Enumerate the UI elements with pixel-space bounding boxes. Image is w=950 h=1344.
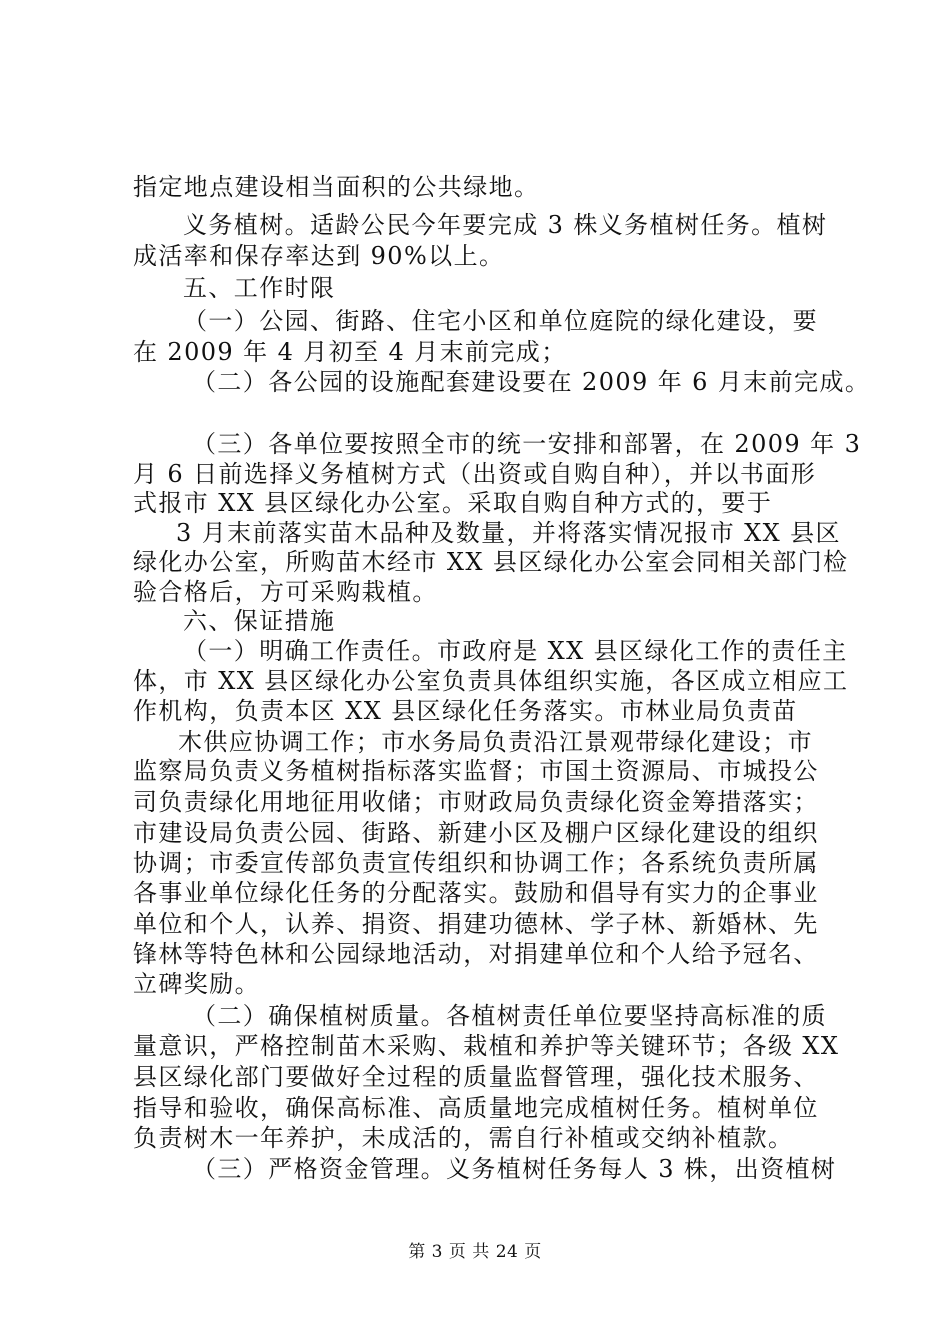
text-line: 作机构，负责本区 XX 县区绿化任务落实。市林业局负责苗 [133, 697, 798, 725]
text-line: 成活率和保存率达到 90%以上。 [133, 242, 505, 270]
text-line: 式报市 XX 县区绿化办公室。采取自购自种方式的，要于 [133, 489, 773, 517]
text-line: 县区绿化部门要做好全过程的质量监督管理，强化技术服务、 [133, 1063, 819, 1091]
text-line: （三）严格资金管理。义务植树任务每人 3 株，出资植树 [192, 1155, 837, 1183]
text-line: （三）各单位要按照全市的统一安排和部署，在 2009 年 3 [192, 430, 862, 458]
text-line: 木供应协调工作；市水务局负责沿江景观带绿化建设；市 [178, 728, 813, 756]
text-line: 月 6 日前选择义务植树方式（出资或自购自种），并以书面形 [133, 460, 817, 488]
text-line: 体，市 XX 县区绿化办公室负责具体组织实施，各区成立相应工 [133, 667, 849, 695]
text-line: 监察局负责义务植树指标落实监督；市国土资源局、市城投公 [133, 757, 819, 785]
text-line: 义务植树。适龄公民今年要完成 3 株义务植树任务。植树 [183, 211, 828, 239]
text-line: 协调；市委宣传部负责宣传组织和协调工作；各系统负责所属 [133, 849, 819, 877]
text-line: 指定地点建设相当面积的公共绿地。 [133, 173, 540, 201]
text-line: 立碑奖励。 [133, 970, 260, 998]
text-line: 量意识，严格控制苗木采购、栽植和养护等关键环节；各级 XX [133, 1032, 840, 1060]
text-line: （一）明确工作责任。市政府是 XX 县区绿化工作的责任主 [183, 637, 848, 665]
section-heading: 六、保证措施 [183, 607, 336, 635]
page-number-footer: 第 3 页 共 24 页 [408, 1242, 542, 1262]
text-line: 验合格后，方可采购栽植。 [133, 578, 438, 606]
text-line: 在 2009 年 4 月初至 4 月末前完成； [133, 338, 567, 366]
text-line: 绿化办公室，所购苗木经市 XX 县区绿化办公室会同相关部门检 [133, 548, 849, 576]
text-line: 负责树木一年养护，未成活的，需自行补植或交纳补植款。 [133, 1124, 794, 1152]
text-line: （二）各公园的设施配套建设要在 2009 年 6 月末前完成。 [192, 368, 871, 396]
text-line: 指导和验收，确保高标准、高质量地完成植树任务。植树单位 [133, 1094, 819, 1122]
text-line: 司负责绿化用地征用收储；市财政局负责绿化资金筹措落实； [133, 788, 819, 816]
text-line: 单位和个人，认养、捐资、捐建功德林、学子林、新婚林、先 [133, 910, 819, 938]
text-line: 各事业单位绿化任务的分配落实。鼓励和倡导有实力的企事业 [133, 879, 819, 907]
section-heading: 五、工作时限 [183, 274, 336, 302]
text-line: （一）公园、街路、住宅小区和单位庭院的绿化建设，要 [183, 307, 818, 335]
text-line: 市建设局负责公园、街路、新建小区及棚户区绿化建设的组织 [133, 819, 819, 847]
text-line: 3 月末前落实苗木品种及数量，并将落实情况报市 XX 县区 [176, 519, 841, 547]
text-line: 锋林等特色林和公园绿地活动，对捐建单位和个人给予冠名、 [133, 940, 819, 968]
text-line: （二）确保植树质量。各植树责任单位要坚持高标准的质 [192, 1002, 827, 1030]
